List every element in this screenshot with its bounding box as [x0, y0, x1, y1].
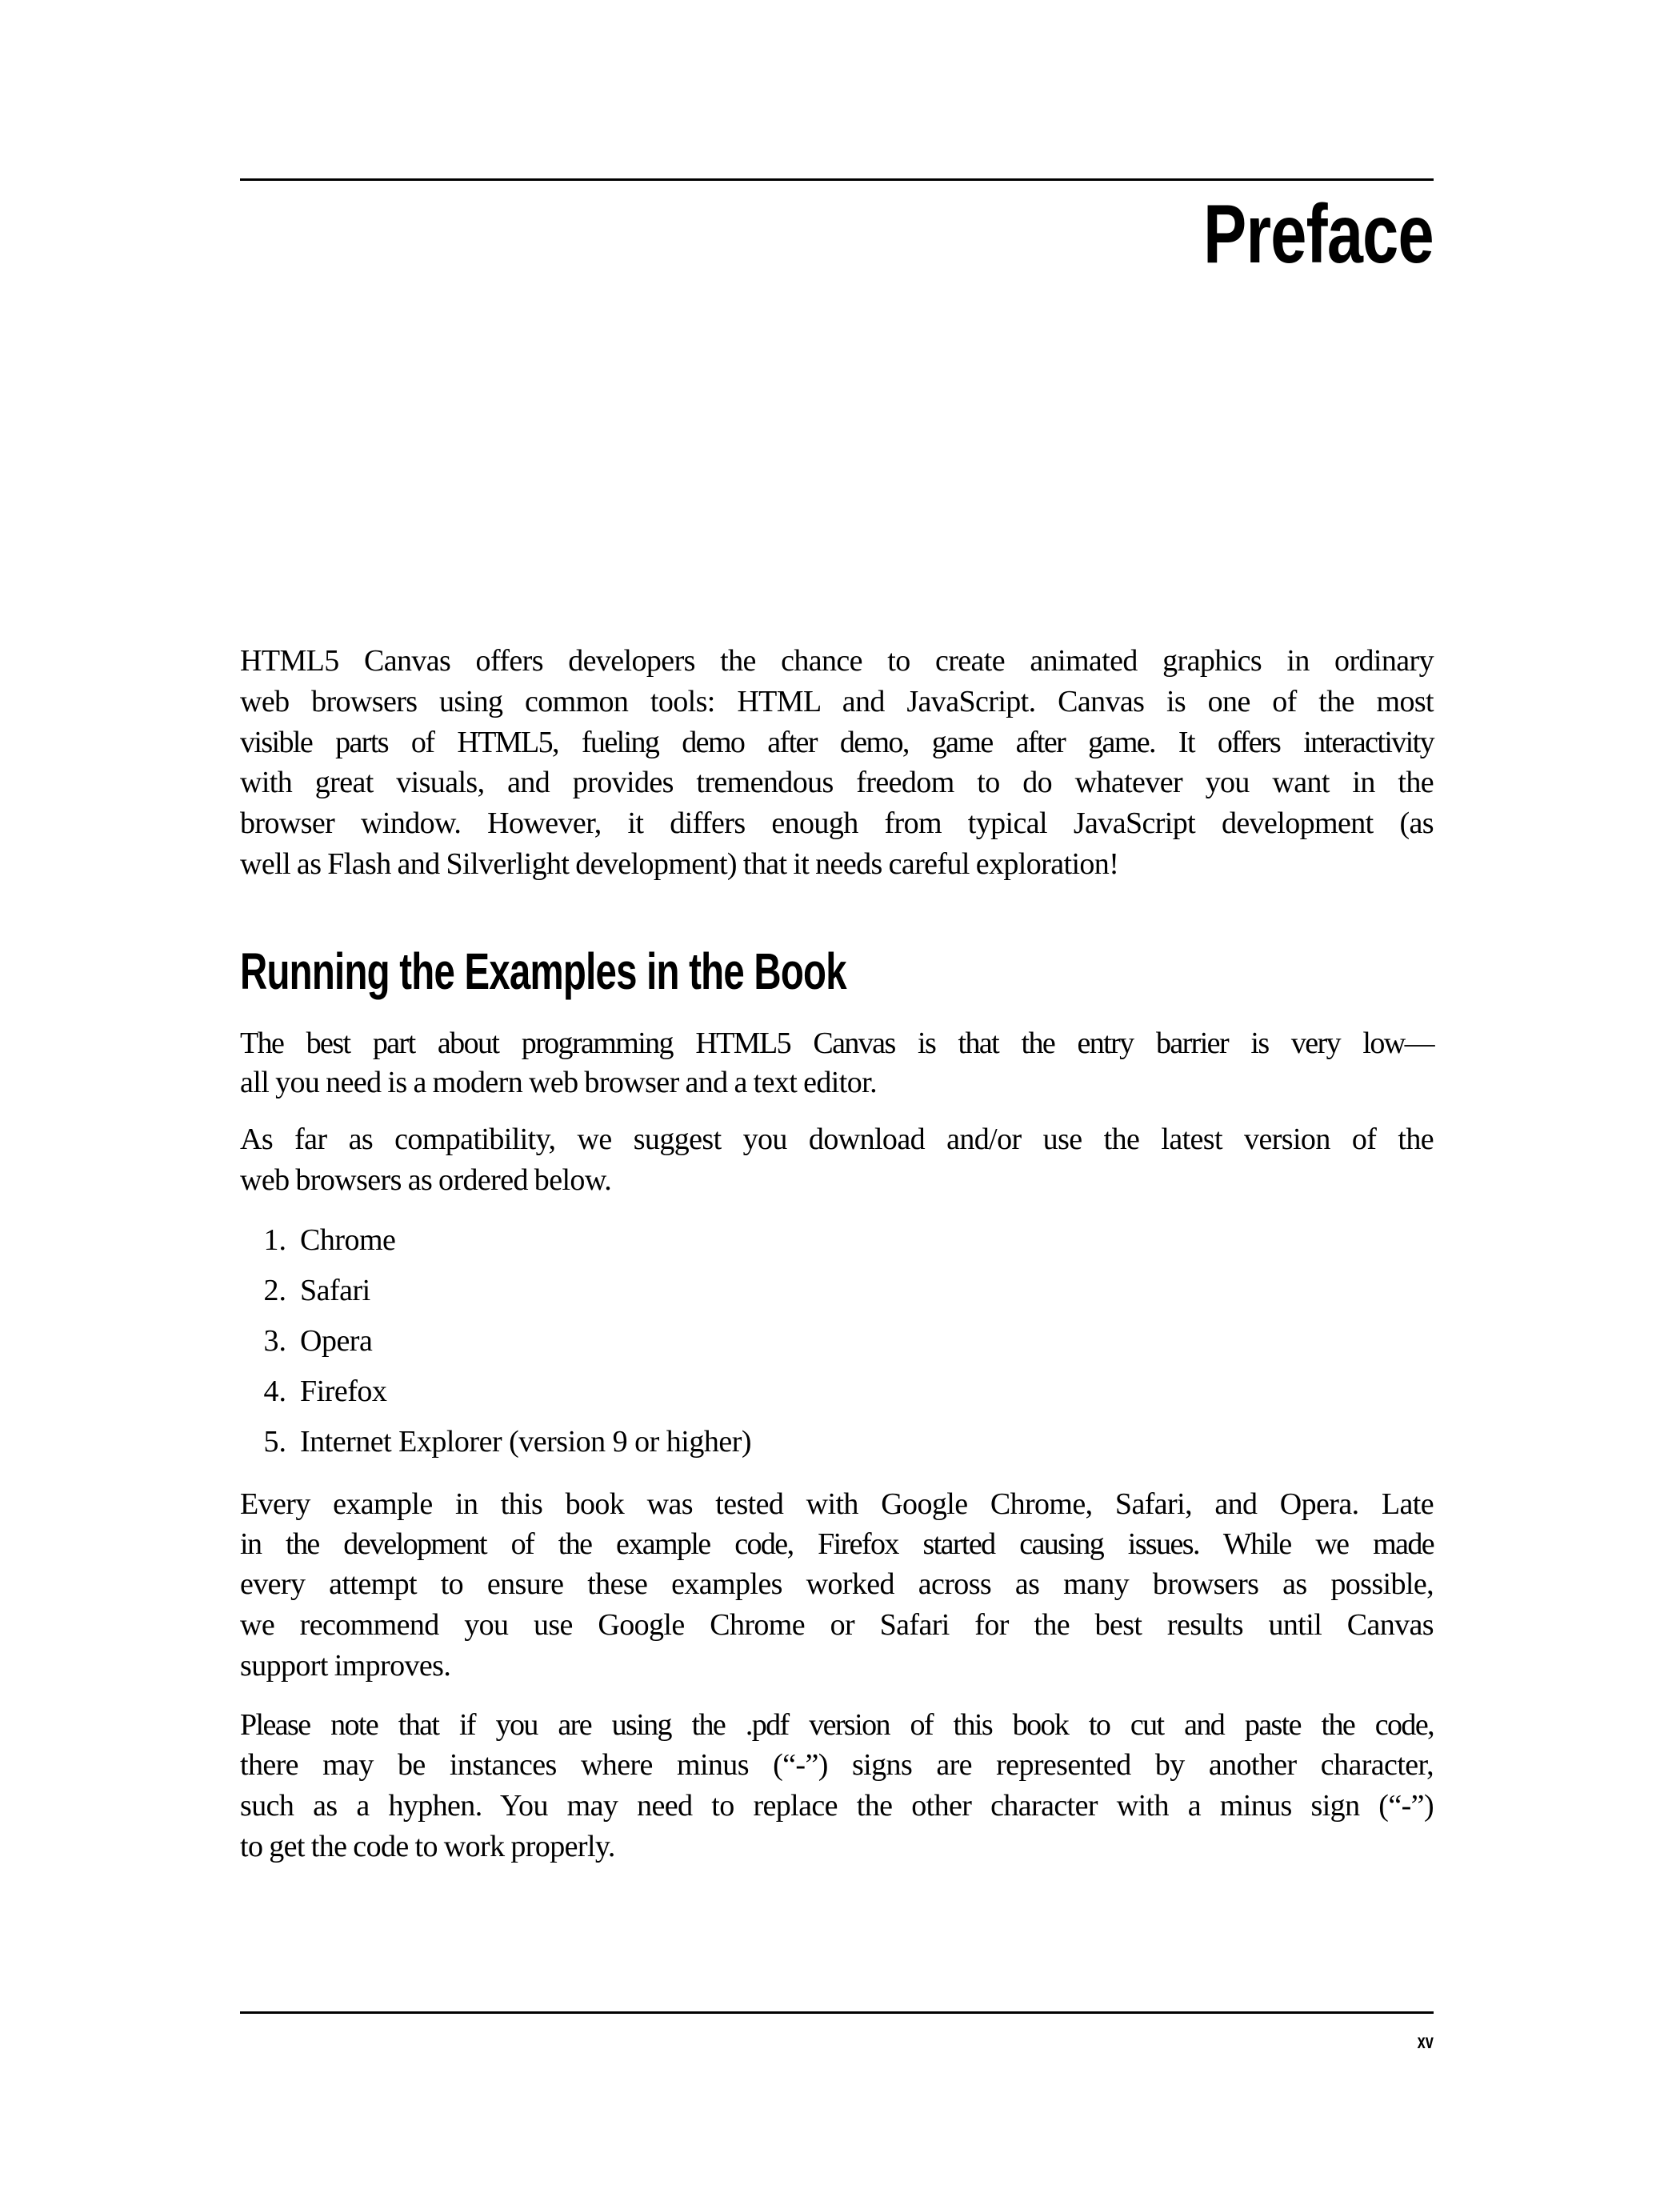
text-line: web browsers as ordered below. — [240, 1163, 612, 1197]
text-line: every attempt to ensure these examples worked across as many browsers as possible, — [240, 1567, 1434, 1601]
text-line: in the development of the example code, Firefox started causing issues. While we made — [240, 1527, 1434, 1561]
text-line: The best part about programming HTML5 Canvas is that the entry barrier is very low— — [240, 1026, 1434, 1060]
text-line: with great visuals, and provides tremendous freedom to do whatever you want in the — [240, 766, 1434, 799]
text-line: such as a hyphen. You may need to replace the other character with a minus sign (“-”) — [240, 1789, 1434, 1823]
section-heading: Running the Examples in the Book — [240, 942, 846, 1000]
page-number: xv — [1417, 2029, 1434, 2053]
list-number: 2. — [263, 1274, 286, 1307]
list-label: Chrome — [300, 1223, 396, 1257]
text-line: As far as compatibility, we suggest you download and/or use the latest version of the — [240, 1123, 1434, 1156]
list-label: Internet Explorer (version 9 or higher) — [300, 1425, 752, 1459]
list-label: Safari — [300, 1274, 370, 1307]
text-line: Please note that if you are using the .pdf version of this book to cut and paste the code, — [240, 1708, 1434, 1742]
list-label: Firefox — [300, 1375, 387, 1408]
list-number: 4. — [263, 1375, 286, 1408]
text-line: browser window. However, it differs enough from typical JavaScript development (as — [240, 806, 1434, 840]
text-line: HTML5 Canvas offers developers the chance to create animated graphics in ordinary — [240, 644, 1434, 678]
text-line: support improves. — [240, 1649, 451, 1683]
text-line: well as Flash and Silverlight development) that it needs careful exploration! — [240, 847, 1119, 881]
top-rule — [240, 178, 1434, 181]
text-line: visible parts of HTML5, fueling demo after demo, game after game. It offers interactivity — [240, 726, 1434, 759]
text-line: Every example in this book was tested with Google Chrome, Safari, and Opera. Late — [240, 1487, 1434, 1521]
text-line: there may be instances where minus (“-”) signs are represented by another character, — [240, 1748, 1434, 1782]
text-line: we recommend you use Google Chrome or Safari for the best results until Canvas — [240, 1608, 1434, 1642]
bottom-rule — [240, 2011, 1434, 2014]
list-number: 1. — [263, 1223, 286, 1257]
list-number: 5. — [263, 1425, 286, 1459]
chapter-title: Preface — [1203, 188, 1434, 281]
text-line: web browsers using common tools: HTML and JavaScript. Canvas is one of the most — [240, 685, 1434, 718]
list-number: 3. — [263, 1324, 286, 1358]
text-line: to get the code to work properly. — [240, 1830, 615, 1863]
list-label: Opera — [300, 1324, 373, 1358]
text-line: all you need is a modern web browser and a text editor. — [240, 1066, 877, 1099]
